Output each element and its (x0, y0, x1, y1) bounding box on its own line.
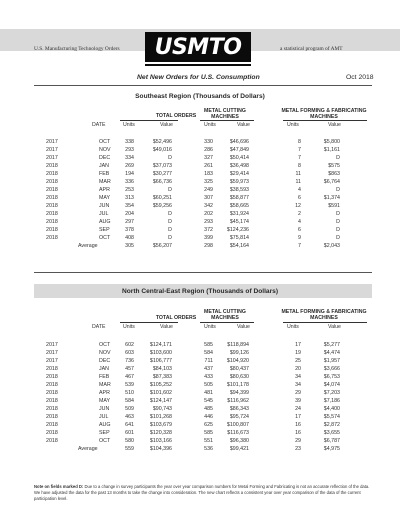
southeast-table (0, 138, 400, 250)
forming-value-cell: $575 (328, 163, 340, 169)
total-units-cell: 408 (125, 235, 134, 241)
table-row (0, 226, 400, 234)
cutting-units-cell: 551 (204, 438, 213, 444)
total-units-cell: 204 (125, 211, 134, 217)
forming-units-cell: 16 (295, 430, 301, 436)
usmto-logo: USMTO (145, 32, 251, 62)
year-cell: 2018 (46, 366, 58, 372)
total-value-cell: $30,277 (152, 171, 172, 177)
total-units-cell: 457 (125, 366, 134, 372)
month-cell: OCT (99, 235, 111, 241)
month-cell: MAY (99, 195, 111, 201)
total-value-cell: $101,602 (149, 390, 172, 396)
total-value-cell: $124,171 (149, 342, 172, 348)
forming-units-cell: 6 (298, 195, 301, 201)
cutting-units-cell: 585 (204, 342, 213, 348)
cutting-value-cell: $36,498 (229, 163, 249, 169)
northcentral-region-title: North Central-East Region (Thousands of Dollars) (121, 288, 279, 295)
forming-units-cell: 23 (295, 446, 301, 452)
cutting-units-cell: 202 (204, 211, 213, 217)
month-cell: SEP (99, 227, 110, 233)
forming-value-cell: $3,655 (323, 430, 340, 436)
forming-value-cell: $3,666 (323, 366, 340, 372)
month-cell: DEC (99, 358, 111, 364)
forming-value-cell: $2,043 (323, 243, 340, 249)
forming-units-cell: 11 (295, 171, 301, 177)
average-row (0, 242, 400, 250)
forming-value-cell: $6,787 (323, 438, 340, 444)
month-cell: Average (78, 446, 98, 452)
year-cell: 2018 (46, 195, 58, 201)
date-column-header: DATE (92, 324, 106, 330)
total-units-cell: 601 (125, 430, 134, 436)
units-column-header: Units (287, 324, 299, 330)
cutting-units-cell: 446 (204, 414, 213, 420)
forming-value-cell: $863 (328, 171, 340, 177)
total-units-cell: 580 (125, 438, 134, 444)
year-cell: 2018 (46, 163, 58, 169)
value-column-header: Value (328, 122, 341, 128)
footnote-text: Due to a change in survey participants the year over year comparison numbers for Metal Forming and Fabricating is not an accurate reflection of the data. We have adjusted the data for the past 13 months to take the change into consideration. The new chart reflects a consistent year over year comparison of the data of the current participation level. (34, 484, 370, 501)
forming-units-cell: 11 (295, 179, 301, 185)
forming-value-cell: D (336, 155, 340, 161)
cutting-units-cell: 711 (204, 358, 213, 364)
units-column-header: Units (123, 122, 135, 128)
forming-units-cell: 2 (298, 211, 301, 217)
forming-units-cell: 20 (295, 366, 301, 372)
total-units-cell: 736 (125, 358, 134, 364)
forming-units-cell: 7 (298, 155, 301, 161)
header-underline (200, 120, 254, 121)
forming-units-cell: 8 (298, 139, 301, 145)
cutting-units-cell: 298 (204, 243, 213, 249)
table-row (0, 146, 400, 154)
forming-value-cell: $7,203 (323, 390, 340, 396)
header-underline (283, 322, 367, 323)
units-column-header: Units (204, 122, 216, 128)
month-cell: DEC (99, 155, 111, 161)
value-column-header: Value (237, 122, 250, 128)
total-value-cell: D (168, 211, 172, 217)
year-cell: 2018 (46, 390, 58, 396)
southeast-region-title: Southeast Region (Thousands of Dollars) (135, 93, 265, 100)
forming-units-cell: 7 (298, 147, 301, 153)
month-cell: JUL (99, 211, 109, 217)
cutting-value-cell: $118,894 (227, 342, 249, 348)
table-row (0, 234, 400, 242)
total-value-cell: $56,207 (152, 243, 172, 249)
total-value-cell: $66,736 (152, 179, 172, 185)
forming-value-cell: $4,074 (323, 382, 340, 388)
cutting-value-cell: $95,724 (229, 414, 249, 420)
month-cell: SEP (99, 430, 110, 436)
year-cell: 2018 (46, 438, 58, 444)
units-column-header: Units (123, 324, 135, 330)
forming-value-cell: $1,374 (323, 195, 340, 201)
year-cell: 2017 (46, 139, 58, 145)
forming-units-cell: 17 (295, 414, 301, 420)
table-row (0, 357, 400, 365)
forming-value-cell: D (336, 211, 340, 217)
cutting-value-cell: $46,696 (229, 139, 249, 145)
forming-units-cell: 34 (295, 374, 301, 380)
year-cell: 2018 (46, 374, 58, 380)
cutting-value-cell: $58,877 (229, 195, 249, 201)
forming-value-cell: $5,800 (323, 139, 340, 145)
total-value-cell: $106,777 (149, 358, 172, 364)
forming-units-cell: 7 (298, 243, 301, 249)
units-column-header: Units (204, 324, 216, 330)
cutting-value-cell: $99,421 (229, 446, 249, 452)
year-cell: 2017 (46, 155, 58, 161)
total-value-cell: $49,016 (152, 147, 172, 153)
total-value-cell: $103,166 (149, 438, 172, 444)
table-row (0, 341, 400, 349)
date-column-header: DATE (92, 122, 106, 128)
cutting-value-cell: $58,665 (229, 203, 249, 209)
total-value-cell: $104,396 (149, 446, 172, 452)
table-row (0, 437, 400, 445)
cutting-units-cell: 249 (204, 187, 213, 193)
cutting-value-cell: $50,414 (229, 155, 249, 161)
table-row (0, 389, 400, 397)
month-cell: FEB (99, 374, 110, 380)
table-row (0, 178, 400, 186)
table-row (0, 349, 400, 357)
cutting-value-cell: $116,962 (227, 398, 249, 404)
total-value-cell: $124,147 (149, 398, 172, 404)
metal-forming-header: METAL FORMING & FABRICATING MACHINES (281, 309, 367, 321)
month-cell: FEB (99, 171, 110, 177)
forming-value-cell: $2,872 (323, 422, 340, 428)
total-units-cell: 539 (125, 382, 134, 388)
forming-value-cell: $6,764 (323, 179, 340, 185)
footnote-label: Note on fields marked D: (34, 484, 84, 489)
forming-units-cell: 25 (295, 358, 301, 364)
total-units-cell: 584 (125, 398, 134, 404)
year-cell: 2018 (46, 187, 58, 193)
forming-value-cell: $5,574 (323, 414, 340, 420)
cutting-value-cell: $96,380 (229, 438, 249, 444)
cutting-value-cell: $100,807 (226, 422, 249, 428)
table-row (0, 170, 400, 178)
forming-units-cell: 6 (298, 227, 301, 233)
northcentral-table (0, 341, 400, 453)
year-cell: 2018 (46, 406, 58, 412)
cutting-units-cell: 625 (204, 422, 213, 428)
total-units-cell: 338 (125, 139, 134, 145)
header-underline (120, 322, 178, 323)
forming-units-cell: 34 (295, 382, 301, 388)
year-cell: 2018 (46, 171, 58, 177)
total-value-cell: $37,073 (152, 163, 172, 169)
forming-units-cell: 9 (298, 235, 301, 241)
total-units-cell: 253 (125, 187, 134, 193)
total-units-cell: 334 (125, 155, 134, 161)
total-units-cell: 305 (125, 243, 134, 249)
month-cell: NOV (99, 147, 111, 153)
total-orders-header: TOTAL ORDERS (155, 113, 197, 119)
forming-value-cell: D (336, 235, 340, 241)
month-cell: JAN (99, 163, 110, 169)
forming-value-cell: $591 (328, 203, 340, 209)
average-row (0, 445, 400, 453)
forming-units-cell: 24 (295, 406, 301, 412)
total-value-cell: $105,252 (149, 382, 172, 388)
cutting-units-cell: 261 (204, 163, 213, 169)
metal-cutting-header: METAL CUTTING MACHINES (204, 108, 246, 120)
month-cell: APR (99, 187, 110, 193)
total-value-cell: $87,383 (152, 374, 172, 380)
cutting-units-cell: 183 (204, 171, 213, 177)
cutting-value-cell: $38,593 (229, 187, 249, 193)
forming-units-cell: 8 (298, 163, 301, 169)
year-cell: 2018 (46, 398, 58, 404)
total-units-cell: 603 (125, 350, 134, 356)
cutting-units-cell: 536 (204, 446, 213, 452)
metal-forming-header: METAL FORMING & FABRICATING MACHINES (281, 108, 367, 120)
forming-value-cell: D (336, 219, 340, 225)
cutting-units-cell: 437 (204, 366, 213, 372)
forming-value-cell: $4,474 (323, 350, 340, 356)
total-value-cell: $60,251 (152, 195, 172, 201)
forming-units-cell: 4 (298, 187, 301, 193)
table-row (0, 202, 400, 210)
cutting-units-cell: 372 (204, 227, 213, 233)
total-units-cell: 641 (125, 422, 134, 428)
cutting-value-cell: $47,849 (229, 147, 249, 153)
total-units-cell: 336 (125, 179, 134, 185)
forming-units-cell: 39 (295, 398, 301, 404)
total-units-cell: 509 (125, 406, 134, 412)
year-cell: 2018 (46, 203, 58, 209)
year-cell: 2017 (46, 342, 58, 348)
cutting-value-cell: $94,399 (229, 390, 249, 396)
year-cell: 2018 (46, 227, 58, 233)
total-units-cell: 559 (125, 446, 134, 452)
cutting-value-cell: $54,164 (229, 243, 249, 249)
month-cell: JUL (99, 414, 109, 420)
table-row (0, 210, 400, 218)
year-cell: 2018 (46, 414, 58, 420)
table-row (0, 373, 400, 381)
forming-value-cell: $7,186 (323, 398, 340, 404)
total-value-cell: D (168, 219, 172, 225)
section-divider (34, 85, 372, 86)
total-value-cell: $84,103 (152, 366, 172, 372)
year-cell: 2018 (46, 430, 58, 436)
forming-units-cell: 4 (298, 219, 301, 225)
document-title: Net New Orders for U.S. Consumption (137, 74, 260, 81)
month-cell: OCT (99, 342, 111, 348)
cutting-units-cell: 325 (204, 179, 213, 185)
forming-value-cell: D (336, 187, 340, 193)
total-value-cell: $52,496 (152, 139, 172, 145)
cutting-units-cell: 545 (204, 398, 213, 404)
year-cell: 2018 (46, 382, 58, 388)
cutting-value-cell: $75,814 (229, 235, 249, 241)
year-cell: 2018 (46, 219, 58, 225)
table-row (0, 421, 400, 429)
cutting-units-cell: 433 (204, 374, 213, 380)
forming-units-cell: 29 (295, 390, 301, 396)
table-row (0, 218, 400, 226)
footnote (34, 484, 372, 502)
month-cell: JAN (99, 366, 110, 372)
cutting-value-cell: $80,630 (229, 374, 249, 380)
cutting-units-cell: 327 (204, 155, 213, 161)
month-cell: AUG (99, 219, 111, 225)
forming-value-cell: D (336, 227, 340, 233)
cutting-value-cell: $116,673 (227, 430, 249, 436)
section-divider (34, 272, 372, 273)
total-value-cell: D (168, 235, 172, 241)
total-value-cell: D (168, 155, 172, 161)
total-value-cell: D (168, 227, 172, 233)
value-column-header: Value (328, 324, 341, 330)
month-cell: JUN (99, 406, 110, 412)
cutting-units-cell: 505 (204, 382, 213, 388)
forming-units-cell: 19 (295, 350, 301, 356)
table-row (0, 154, 400, 162)
forming-units-cell: 29 (295, 438, 301, 444)
table-row (0, 138, 400, 146)
cutting-units-cell: 342 (204, 203, 213, 209)
cutting-value-cell: $45,174 (229, 219, 249, 225)
forming-value-cell: $1,957 (323, 358, 340, 364)
cutting-value-cell: $99,126 (229, 350, 249, 356)
table-row (0, 429, 400, 437)
cutting-units-cell: 330 (204, 139, 213, 145)
month-cell: OCT (99, 438, 111, 444)
forming-value-cell: $4,975 (323, 446, 340, 452)
total-value-cell: $103,600 (149, 350, 172, 356)
header-underline (200, 322, 254, 323)
cutting-value-cell: $101,178 (226, 382, 249, 388)
forming-units-cell: 16 (295, 422, 301, 428)
table-row (0, 162, 400, 170)
cutting-units-cell: 399 (204, 235, 213, 241)
total-units-cell: 602 (125, 342, 134, 348)
month-cell: JUN (99, 203, 110, 209)
total-units-cell: 354 (125, 203, 134, 209)
year-cell: 2017 (46, 358, 58, 364)
table-row (0, 381, 400, 389)
month-cell: MAR (99, 179, 111, 185)
table-row (0, 365, 400, 373)
total-value-cell: D (168, 187, 172, 193)
value-column-header: Value (237, 324, 250, 330)
total-orders-header: TOTAL ORDERS (155, 315, 197, 321)
year-cell: 2017 (46, 350, 58, 356)
value-column-header: Value (160, 324, 173, 330)
cutting-value-cell: $104,920 (226, 358, 249, 364)
cutting-units-cell: 307 (204, 195, 213, 201)
year-cell: 2018 (46, 422, 58, 428)
month-cell: MAY (99, 398, 111, 404)
cutting-units-cell: 481 (204, 390, 213, 396)
total-value-cell: $90,743 (152, 406, 172, 412)
table-row (0, 405, 400, 413)
header-underline (283, 120, 367, 121)
forming-value-cell: $5,277 (323, 342, 340, 348)
cutting-value-cell: $86,343 (229, 406, 249, 412)
table-row (0, 413, 400, 421)
cutting-value-cell: $31,924 (229, 211, 249, 217)
forming-units-cell: 17 (295, 342, 301, 348)
month-cell: AUG (99, 422, 111, 428)
total-units-cell: 510 (125, 390, 134, 396)
total-units-cell: 378 (125, 227, 134, 233)
units-column-header: Units (287, 122, 299, 128)
month-cell: Average (78, 243, 98, 249)
month-cell: APR (99, 390, 110, 396)
forming-value-cell: $6,753 (323, 374, 340, 380)
header-tagline: a statistical program of AMT (280, 46, 343, 52)
table-row (0, 194, 400, 202)
header-underline (120, 120, 178, 121)
total-value-cell: $120,328 (149, 430, 172, 436)
header-program-title: U.S. Manufacturing Technology Orders (34, 46, 120, 52)
forming-value-cell: $1,161 (323, 147, 340, 153)
cutting-value-cell: $124,236 (226, 227, 249, 233)
total-units-cell: 467 (125, 374, 134, 380)
table-row (0, 397, 400, 405)
cutting-value-cell: $59,973 (229, 179, 249, 185)
forming-units-cell: 12 (295, 203, 301, 209)
month-cell: MAR (99, 382, 111, 388)
document-date: Oct 2018 (346, 74, 374, 81)
cutting-units-cell: 293 (204, 219, 213, 225)
total-units-cell: 463 (125, 414, 134, 420)
total-value-cell: $101,268 (149, 414, 172, 420)
month-cell: NOV (99, 350, 111, 356)
total-units-cell: 293 (125, 147, 134, 153)
metal-cutting-header: METAL CUTTING MACHINES (204, 309, 246, 321)
cutting-value-cell: $80,437 (229, 366, 249, 372)
total-value-cell: $59,256 (152, 203, 172, 209)
forming-value-cell: $4,400 (323, 406, 340, 412)
total-units-cell: 297 (125, 219, 134, 225)
year-cell: 2018 (46, 235, 58, 241)
total-units-cell: 194 (125, 171, 134, 177)
value-column-header: Value (160, 122, 173, 128)
year-cell: 2018 (46, 179, 58, 185)
month-cell: OCT (99, 139, 111, 145)
cutting-units-cell: 286 (204, 147, 213, 153)
cutting-value-cell: $29,414 (229, 171, 249, 177)
year-cell: 2018 (46, 211, 58, 217)
total-value-cell: $103,679 (149, 422, 172, 428)
year-cell: 2017 (46, 147, 58, 153)
table-row (0, 186, 400, 194)
cutting-units-cell: 584 (204, 350, 213, 356)
total-units-cell: 269 (125, 163, 134, 169)
cutting-units-cell: 485 (204, 406, 213, 412)
logo-underline (145, 64, 251, 66)
total-units-cell: 313 (125, 195, 134, 201)
cutting-units-cell: 585 (204, 430, 213, 436)
